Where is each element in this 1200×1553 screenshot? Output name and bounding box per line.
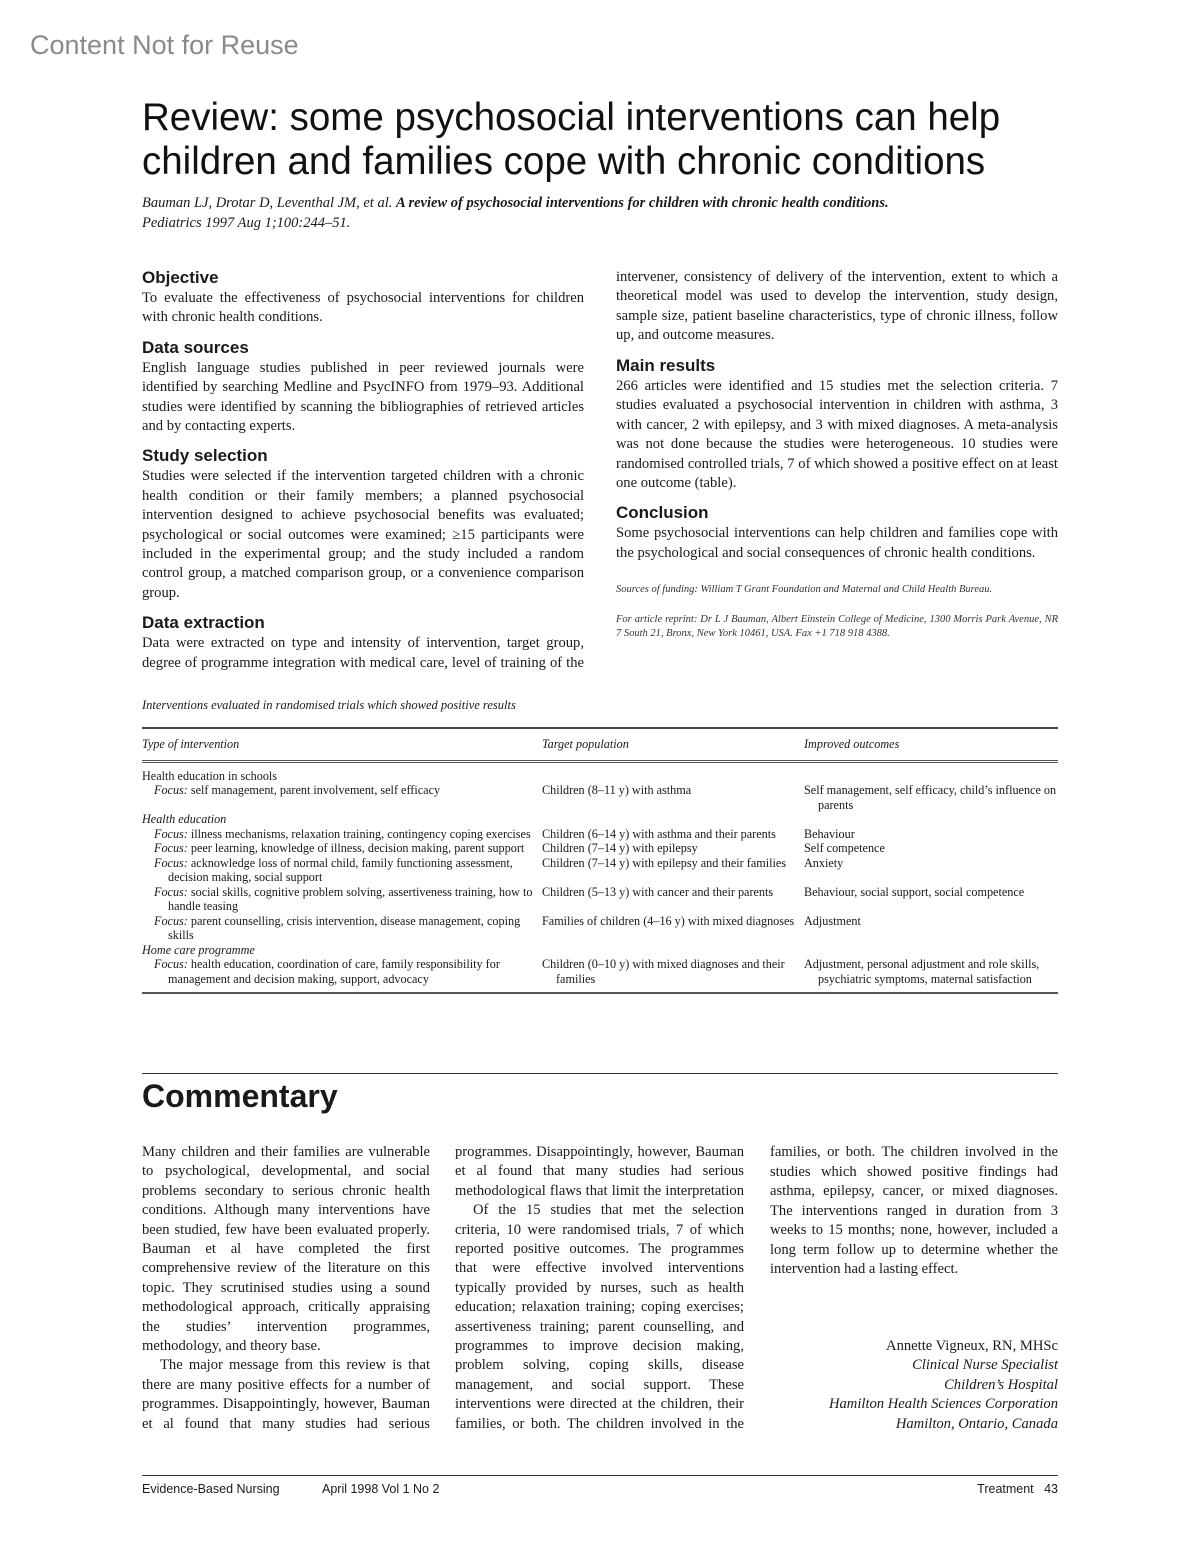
reprint-note: For article reprint: Dr L J Bauman, Albert Einstein College of Medicine, 1300 Morris Park Avenue, NR 7 South 21, Bronx, New York 10461, USA. Fax +1 718 918 4388.	[616, 614, 1058, 640]
table-row	[142, 841, 1058, 856]
focus-text: illness mechanisms, relaxation training, contingency coping exercises	[190, 826, 531, 841]
improved-outcomes-cell: Behaviour, social support, social competence	[804, 884, 1025, 899]
author-role: Clinical Nurse Specialist	[912, 1357, 1058, 1374]
target-population-cell: Children (5–13 y) with cancer and their parents	[542, 884, 774, 899]
focus-text: health education, coordination of care, family responsibility for management and decision making, support, advocacy	[168, 957, 500, 986]
improved-outcomes-cell: Adjustment	[804, 913, 861, 928]
main-results-heading: Main results	[616, 356, 716, 375]
focus-label: Focus:	[154, 826, 188, 841]
table-row	[142, 914, 1058, 943]
group-label: Health education in schools	[142, 768, 278, 783]
commentary-column-2	[455, 1143, 744, 1435]
commentary-paragraph-1: Many children and their families are vulnerable to psychological, developmental, and social problems secondary to serious chronic health conditions. Although many interventions have been studied, few have been evaluated properly. Bauman et al have completed the first comprehensive review of the literature on this topic. They scrutinised studies using a sound methodological approach, critically appraising the studies’ intervention programmes, methodology, and theory base.	[142, 1144, 430, 1355]
commentary-paragraph-2: The major message from this review is that there are many positive effects for a number of programmes. Disappointingly, however, Bauman et al found that many studies had serious	[142, 1357, 430, 1432]
footer-journal: Evidence-Based Nursing	[142, 1482, 280, 1496]
watermark: Content Not for Reuse	[30, 30, 299, 60]
citation-authors: Bauman LJ, Drotar D, Leventhal JM, et al.	[142, 195, 393, 211]
footer-divider	[142, 1475, 1058, 1476]
target-population-cell: Children (7–14 y) with epilepsy	[542, 841, 698, 855]
commentary-divider	[142, 1073, 1058, 1074]
data-extraction-text: Data were extracted on type and intensity of intervention, target group, degree of programme integration with medical care, level of training of the	[142, 635, 584, 671]
commentary-paragraph-2-continued	[455, 1143, 744, 1201]
table-row	[142, 783, 1058, 812]
commentary-column-3	[770, 1143, 1058, 1318]
focus-label: Focus:	[154, 957, 188, 971]
footer-section: Treatment	[977, 1482, 1034, 1496]
objective-text: To evaluate the effectiveness of psychosocial interventions for children with chronic health conditions.	[142, 290, 584, 326]
col-header-outcomes: Improved outcomes	[804, 728, 1058, 761]
col-header-type: Type of intervention	[142, 728, 542, 761]
citation	[142, 193, 1058, 233]
commentary-paragraph-3-continued: families, or both. The children involved in the studies which showed positive findings had asthma, epilepsy, cancer, or mixed diagnoses. The interventions ranged in duration from 3 weeks to 15 months; none, however, included a long term follow up to determine whether the intervention had a lasting effect.	[770, 1144, 1058, 1277]
abstract-right-column	[616, 268, 1058, 641]
author-dept: Children’s Hospital	[944, 1376, 1058, 1393]
conclusion-heading: Conclusion	[616, 503, 709, 523]
footer-page-number: 43	[1044, 1482, 1058, 1496]
focus-label: Focus:	[154, 855, 188, 870]
col-header-population: Target population	[542, 728, 804, 761]
citation-journal: Pediatrics 1997 Aug 1;100:244–51.	[142, 215, 351, 231]
focus-label: Focus:	[154, 884, 188, 899]
data-sources-text: English language studies published in peer reviewed journals were identified by searching Medline and PsycINFO from 1979–93. Additional studies were identified by scanning the bibliographies of retrieved articles and by contacting experts.	[142, 359, 584, 435]
footer-issue: April 1998 Vol 1 No 2	[322, 1482, 440, 1496]
study-selection-text: Studies were selected if the intervention targeted children with a chronic health condition or their family members; a planned psychosocial intervention designed to achieve psychosocial benefits was evaluated; psychological or social outcomes were examined; ≥15 participants were included in the experimental group; and the study included a random control group, a matched comparison group, or a convenience comparison group.	[142, 468, 584, 601]
improved-outcomes-cell: Behaviour	[804, 826, 855, 841]
focus-text: social skills, cognitive problem solving, assertiveness training, how to handle teasing	[168, 884, 533, 913]
main-results-text: 266 articles were identified and 15 studies met the selection criteria. 7 studies evaluated a psychosocial intervention in children with asthma, 3 with cancer, 2 with epilepsy, and 3 with mixed diagnoses. A meta-analysis was not done because the studies were heterogeneous. 10 studies were randomised controlled trials, 7 of which showed a positive effect on at least one outcome (table).	[616, 378, 1058, 492]
table-row	[142, 885, 1058, 914]
commentary-heading: Commentary	[142, 1078, 338, 1114]
improved-outcomes-cell: Self management, self efficacy, child’s influence on parents	[804, 783, 1057, 812]
objective-heading: Objective	[142, 268, 219, 287]
table-group-row	[142, 812, 1058, 827]
commentary-paragraph-2-cont-text: programmes. Disappointingly, however, Bauman et al found that many studies had serious methodological flaws that limit the interpretation	[455, 1144, 744, 1199]
table-caption: Interventions evaluated in randomised trials which showed positive results	[142, 698, 516, 712]
data-extraction-text-continued: intervener, consistency of delivery of the intervention, extent to which a theoretical model was used to develop the intervention, study design, sample size, patient baseline characteristics, type of chronic illness, follow up, and outcome measures.	[616, 268, 1058, 344]
improved-outcomes-cell: Adjustment, personal adjustment and role skills, psychiatric symptoms, maternal satisfaction	[804, 957, 1058, 993]
focus-label: Focus:	[154, 841, 188, 855]
intervention-focus-cell	[142, 885, 542, 914]
table-group-row	[142, 761, 1058, 783]
intervention-focus-cell	[142, 783, 542, 812]
intervention-focus-cell	[142, 957, 542, 993]
study-selection-heading: Study selection	[142, 446, 268, 466]
abstract-left-column	[142, 268, 584, 683]
target-population-cell: Children (6–14 y) with asthma and their parents	[542, 826, 776, 841]
intervention-focus-cell	[142, 841, 542, 856]
table-row	[142, 827, 1058, 842]
funding-note: Sources of funding: William T Grant Foundation and Maternal and Child Health Bureau.	[616, 584, 993, 596]
improved-outcomes-cell: Anxiety	[804, 855, 844, 870]
group-label: Home care programme	[142, 942, 255, 957]
intervention-focus-cell	[142, 914, 542, 943]
author-location: Hamilton, Ontario, Canada	[895, 1415, 1058, 1432]
focus-text: parent counselling, crisis intervention, disease management, coping skills	[168, 913, 521, 942]
data-extraction-continued	[616, 268, 1058, 346]
improved-outcomes-cell: Self competence	[804, 841, 885, 855]
citation-article: A review of psychosocial interventions for children with chronic health conditions.	[395, 195, 889, 211]
table-row	[142, 856, 1058, 885]
target-population-cell: Children (8–11 y) with asthma	[542, 783, 692, 797]
target-population-cell: Children (0–10 y) with mixed diagnoses and their families	[542, 957, 804, 993]
focus-label: Focus:	[154, 783, 188, 797]
author-org: Hamilton Health Sciences Corporation	[828, 1396, 1058, 1413]
focus-text: peer learning, knowledge of illness, decision making, parent support	[190, 841, 525, 855]
article-title: Review: some psychosocial interventions can help children and families cope with chronic conditions	[142, 96, 1001, 183]
focus-text: acknowledge loss of normal child, family functioning assessment, decision making, social support	[168, 855, 513, 884]
commentary-signature	[770, 1337, 1058, 1434]
data-sources-heading: Data sources	[142, 337, 249, 357]
table-row	[142, 957, 1058, 993]
commentary-paragraph-3: Of the 15 studies that met the selection criteria, 10 were randomised trials, 7 of which reported positive outcomes. The programmes that were effective involved interventions typically provided by nurses, such as health education; relaxation training; coping exercises; assertiveness training; parent counselling, and programmes to improve decision making, problem solving, coping skills, disease management, and social support. These interventions were directed at the children, their families, or both. The children involved in the	[455, 1202, 744, 1432]
intervention-focus-cell	[142, 827, 542, 842]
target-population-cell: Families of children (4–16 y) with mixed diagnoses	[542, 913, 795, 928]
interventions-table	[142, 727, 1058, 994]
author-name: Annette Vigneux, RN, MHSc	[886, 1338, 1058, 1354]
target-population-cell: Children (7–14 y) with epilepsy and their families	[542, 855, 787, 870]
footer-page	[977, 1482, 1058, 1496]
table-group-row	[142, 943, 1058, 958]
intervention-focus-cell	[142, 856, 542, 885]
commentary-column-1	[142, 1143, 430, 1435]
focus-label: Focus:	[154, 913, 188, 928]
data-extraction-heading: Data extraction	[142, 613, 265, 633]
group-label: Health education	[142, 812, 227, 826]
focus-text: self management, parent involvement, self efficacy	[190, 783, 441, 797]
conclusion-text: Some psychosocial interventions can help children and families cope with the psychological and social consequences of chronic health conditions.	[616, 525, 1058, 561]
